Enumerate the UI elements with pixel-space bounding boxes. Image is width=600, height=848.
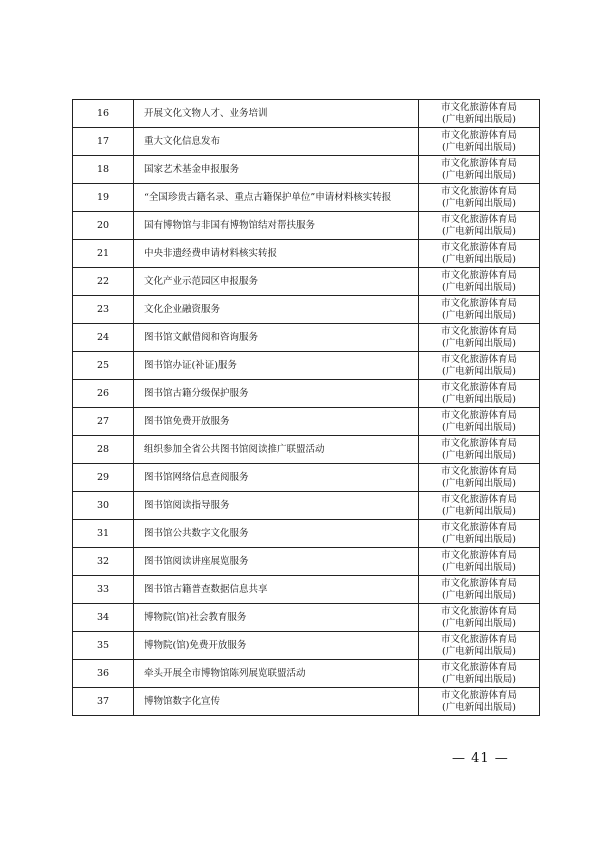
row-number: 24 xyxy=(73,324,134,352)
department-subname: (广电新闻出版局) xyxy=(442,561,516,573)
row-number: 29 xyxy=(73,464,134,492)
row-number: 25 xyxy=(73,352,134,380)
table-row xyxy=(73,380,540,408)
service-name: 国有博物馆与非国有博物馆结对帮扶服务 xyxy=(134,212,419,240)
department-name: 市文化旅游体育局 xyxy=(440,381,517,393)
department-name: 市文化旅游体育局 xyxy=(440,213,517,225)
service-name: 文化企业融资服务 xyxy=(134,296,419,324)
responsible-department xyxy=(419,464,540,492)
row-number: 18 xyxy=(73,156,134,184)
department-subname: (广电新闻出版局) xyxy=(442,449,516,461)
table-row xyxy=(73,660,540,688)
service-name: 国家艺术基金申报服务 xyxy=(134,156,419,184)
service-name: 图书馆文献借阅和咨询服务 xyxy=(134,324,419,352)
department-subname: (广电新闻出版局) xyxy=(442,253,516,265)
service-name: 图书馆网络信息查阅服务 xyxy=(134,464,419,492)
department-name: 市文化旅游体育局 xyxy=(440,241,517,253)
department-name: 市文化旅游体育局 xyxy=(440,185,517,197)
responsible-department xyxy=(419,380,540,408)
department-name: 市文化旅游体育局 xyxy=(440,157,517,169)
table-row xyxy=(73,128,540,156)
service-name: 图书馆阅读讲座展览服务 xyxy=(134,548,419,576)
department-name: 市文化旅游体育局 xyxy=(440,493,517,505)
table-row xyxy=(73,268,540,296)
service-name: 开展文化文物人才、业务培训 xyxy=(134,100,419,128)
row-number: 16 xyxy=(73,100,134,128)
row-number: 17 xyxy=(73,128,134,156)
responsible-department xyxy=(419,324,540,352)
service-name: 牵头开展全市博物馆陈列展览联盟活动 xyxy=(134,660,419,688)
responsible-department xyxy=(419,436,540,464)
row-number: 20 xyxy=(73,212,134,240)
department-name: 市文化旅游体育局 xyxy=(440,269,517,281)
department-subname: (广电新闻出版局) xyxy=(442,589,516,601)
table-row xyxy=(73,324,540,352)
service-name: 图书馆免费开放服务 xyxy=(134,408,419,436)
row-number: 22 xyxy=(73,268,134,296)
department-name: 市文化旅游体育局 xyxy=(440,129,517,141)
department-name: 市文化旅游体育局 xyxy=(440,577,517,589)
responsible-department xyxy=(419,240,540,268)
row-number: 33 xyxy=(73,576,134,604)
department-subname: (广电新闻出版局) xyxy=(442,281,516,293)
department-name: 市文化旅游体育局 xyxy=(440,549,517,561)
department-name: 市文化旅游体育局 xyxy=(440,101,517,113)
service-name: 中央非遗经费申请材料核实转报 xyxy=(134,240,419,268)
table-row xyxy=(73,464,540,492)
responsible-department xyxy=(419,352,540,380)
page-number: — 41 — xyxy=(452,751,509,766)
department-subname: (广电新闻出版局) xyxy=(442,337,516,349)
responsible-department xyxy=(419,212,540,240)
department-subname: (广电新闻出版局) xyxy=(442,197,516,209)
department-subname: (广电新闻出版局) xyxy=(442,617,516,629)
service-name: 图书馆公共数字文化服务 xyxy=(134,520,419,548)
department-subname: (广电新闻出版局) xyxy=(442,645,516,657)
services-table xyxy=(72,99,540,716)
department-name: 市文化旅游体育局 xyxy=(440,409,517,421)
service-name: 图书馆古籍普查数据信息共享 xyxy=(134,576,419,604)
department-subname: (广电新闻出版局) xyxy=(442,169,516,181)
row-number: 28 xyxy=(73,436,134,464)
responsible-department xyxy=(419,408,540,436)
department-name: 市文化旅游体育局 xyxy=(440,353,517,365)
responsible-department xyxy=(419,268,540,296)
service-name: 图书馆办证(补证)服务 xyxy=(134,352,419,380)
responsible-department xyxy=(419,184,540,212)
row-number: 31 xyxy=(73,520,134,548)
responsible-department xyxy=(419,688,540,716)
department-subname: (广电新闻出版局) xyxy=(442,505,516,517)
responsible-department xyxy=(419,604,540,632)
service-name: 博物院(馆)免费开放服务 xyxy=(134,632,419,660)
service-name: 图书馆阅读指导服务 xyxy=(134,492,419,520)
row-number: 30 xyxy=(73,492,134,520)
row-number: 27 xyxy=(73,408,134,436)
department-subname: (广电新闻出版局) xyxy=(442,113,516,125)
department-subname: (广电新闻出版局) xyxy=(442,673,516,685)
department-subname: (广电新闻出版局) xyxy=(442,421,516,433)
row-number: 35 xyxy=(73,632,134,660)
responsible-department xyxy=(419,660,540,688)
table-row xyxy=(73,548,540,576)
service-name: “全国珍贵古籍名录、重点古籍保护单位”申请材料核实转报 xyxy=(134,184,419,212)
service-name: 组织参加全省公共图书馆阅读推广联盟活动 xyxy=(134,436,419,464)
department-name: 市文化旅游体育局 xyxy=(440,605,517,617)
service-name: 图书馆古籍分级保护服务 xyxy=(134,380,419,408)
department-name: 市文化旅游体育局 xyxy=(440,689,517,701)
service-name: 博物院(馆)社会教育服务 xyxy=(134,604,419,632)
row-number: 37 xyxy=(73,688,134,716)
department-name: 市文化旅游体育局 xyxy=(440,437,517,449)
row-number: 23 xyxy=(73,296,134,324)
row-number: 34 xyxy=(73,604,134,632)
responsible-department xyxy=(419,156,540,184)
department-name: 市文化旅游体育局 xyxy=(440,661,517,673)
department-subname: (广电新闻出版局) xyxy=(442,477,516,489)
department-subname: (广电新闻出版局) xyxy=(442,309,516,321)
row-number: 21 xyxy=(73,240,134,268)
department-subname: (广电新闻出版局) xyxy=(442,141,516,153)
table-row xyxy=(73,156,540,184)
table-row xyxy=(73,520,540,548)
table-row xyxy=(73,212,540,240)
service-name: 重大文化信息发布 xyxy=(134,128,419,156)
table-row xyxy=(73,492,540,520)
table-row xyxy=(73,240,540,268)
table-row xyxy=(73,408,540,436)
responsible-department xyxy=(419,520,540,548)
table-row xyxy=(73,576,540,604)
table-row xyxy=(73,184,540,212)
responsible-department xyxy=(419,492,540,520)
table-row xyxy=(73,352,540,380)
department-name: 市文化旅游体育局 xyxy=(440,633,517,645)
responsible-department xyxy=(419,100,540,128)
table-row xyxy=(73,688,540,716)
table-row xyxy=(73,296,540,324)
service-name: 博物馆数字化宣传 xyxy=(134,688,419,716)
row-number: 32 xyxy=(73,548,134,576)
department-name: 市文化旅游体育局 xyxy=(440,465,517,477)
table-row xyxy=(73,436,540,464)
services-table-body xyxy=(73,100,540,716)
department-name: 市文化旅游体育局 xyxy=(440,297,517,309)
table-row xyxy=(73,632,540,660)
table-row xyxy=(73,100,540,128)
service-name: 文化产业示范园区申报服务 xyxy=(134,268,419,296)
department-subname: (广电新闻出版局) xyxy=(442,393,516,405)
responsible-department xyxy=(419,296,540,324)
department-name: 市文化旅游体育局 xyxy=(440,325,517,337)
responsible-department xyxy=(419,632,540,660)
row-number: 19 xyxy=(73,184,134,212)
responsible-department xyxy=(419,576,540,604)
department-subname: (广电新闻出版局) xyxy=(442,701,516,713)
department-subname: (广电新闻出版局) xyxy=(442,533,516,545)
table-row xyxy=(73,604,540,632)
department-name: 市文化旅游体育局 xyxy=(440,521,517,533)
responsible-department xyxy=(419,128,540,156)
row-number: 36 xyxy=(73,660,134,688)
department-subname: (广电新闻出版局) xyxy=(442,365,516,377)
department-subname: (广电新闻出版局) xyxy=(442,225,516,237)
responsible-department xyxy=(419,548,540,576)
row-number: 26 xyxy=(73,380,134,408)
